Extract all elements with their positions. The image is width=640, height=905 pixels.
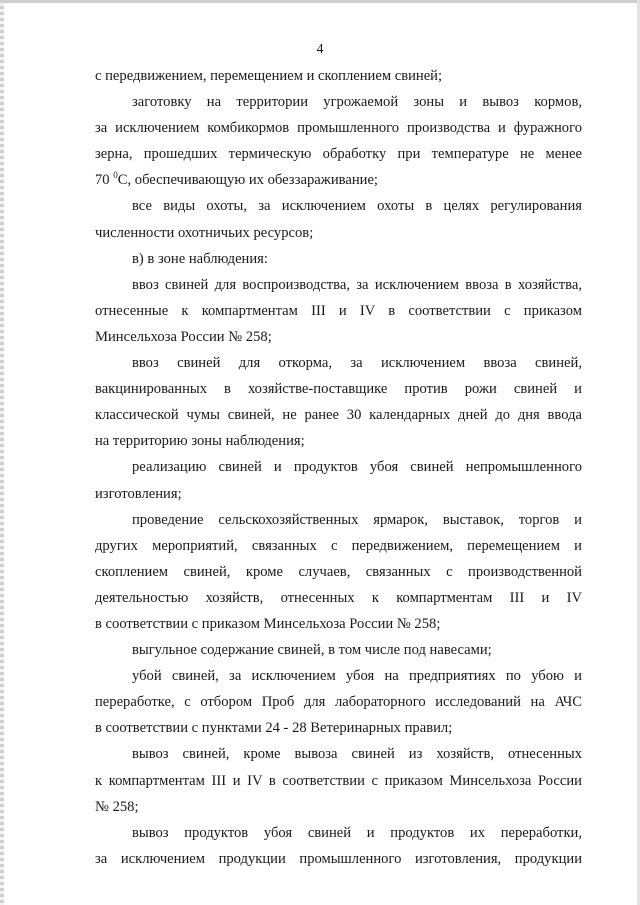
page-number: 4 — [316, 42, 324, 57]
document-line: на территорию зоны наблюдения; — [95, 433, 305, 450]
document-line: за исключением продукции промышленного изготовления, продукции — [95, 850, 582, 867]
document-line: заготовку на территории угрожаемой зоны и вывоз кормов, — [132, 94, 582, 111]
document-line: выгульное содержание свиней, в том числе под навесами; — [132, 642, 492, 659]
document-line: реализацию свиней и продуктов убоя свиней непромышленного — [132, 459, 582, 476]
document-line: к компартментам III и IV в соответствии с приказом Минсельхоза России — [95, 772, 582, 789]
document-line: № 258; — [95, 798, 139, 815]
document-line: с передвижением, перемещением и скоплением свиней; — [95, 68, 443, 84]
document-body — [95, 63, 582, 872]
document-line: Минсельхоза России № 258; — [95, 328, 272, 345]
document-line: переработке, с отбором Проб для лабораторного исследований на АЧС — [95, 694, 582, 711]
document-line: проведение сельскохозяйственных ярмарок, выставок, торгов и — [132, 511, 582, 528]
document-line: ввоз свиней для откорма, за исключением ввоза свиней, — [132, 355, 582, 372]
scan-edge-left — [0, 0, 4, 905]
document-line: классической чумы свиней, не ранее 30 календарных дней до дня ввода — [95, 407, 582, 424]
document-line: скоплением свиней, кроме случаев, связанных с производственной — [95, 563, 582, 580]
document-line: 70 $^0$С, обеспечивающую их обеззараживание; — [95, 170, 378, 189]
document-line: отнесенные к компартментам III и IV в соответствии с приказом — [95, 302, 582, 319]
document-line: вакцинированных в хозяйстве-поставщике против рожи свиней и — [95, 381, 582, 398]
document-line: вывоз продуктов убоя свиней и продуктов их переработки, — [132, 824, 582, 841]
document-line: зерна, прошедших термическую обработку при температуре не менее — [95, 146, 582, 163]
document-line: ввоз свиней для воспроизводства, за исключением ввоза в хозяйства, — [132, 276, 582, 293]
document-line: других мероприятий, связанных с передвижением, перемещением и — [95, 537, 582, 554]
document-line: в) в зоне наблюдения: — [132, 250, 268, 267]
scan-edge-top — [0, 0, 640, 3]
document-line: за исключением комбикормов промышленного производства и фуражного — [95, 120, 582, 137]
document-line: численности охотничьих ресурсов; — [95, 224, 314, 241]
document-line: все виды охоты, за исключением охоты в целях регулирования — [132, 198, 582, 215]
document-line: деятельностью хозяйств, отнесенных к компартментам III и IV — [95, 589, 582, 606]
document-line: убой свиней, за исключением убоя на предприятиях по убою и — [132, 668, 582, 685]
degree-superscript: 0 — [113, 170, 118, 181]
document-line: в соответствии с приказом Минсельхоза России № 258; — [95, 615, 441, 632]
document-line: в соответствии с пунктами 24 - 28 Ветеринарных правил; — [95, 720, 453, 737]
document-line: вывоз свиней, кроме вывоза свиней из хозяйств, отнесенных — [132, 746, 582, 763]
document-line: изготовления; — [95, 485, 182, 502]
